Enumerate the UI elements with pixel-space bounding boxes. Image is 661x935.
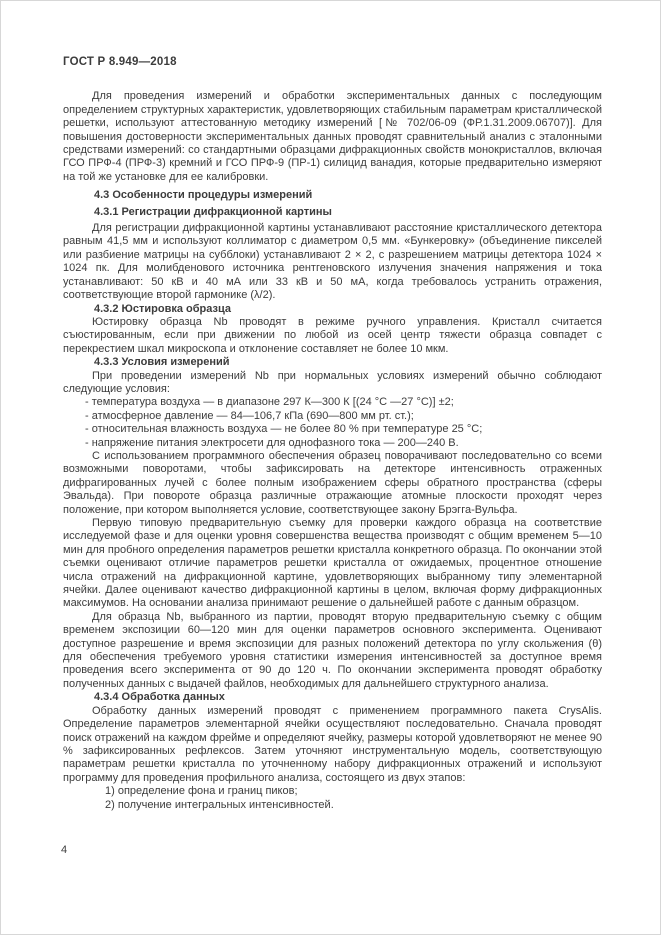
list-item-pressure: - атмосферное давление — 84—106,7 кПа (690—800 мм рт. ст.); — [85, 409, 414, 422]
paragraph-data-processing: Обработку данных измерений проводят с применением программного пакета CrysAlis. Определение параметров элементарной ячейки осуществляют последовательно. Сначала проводят поиск отражений на каждом фрейме и определяют ячейку, размеры которой удовлетворяют не менее 90 % зафиксированных рефлексов. Затем уточняют инструментальную модель, соответствующую параметрам решетки кристалла по уточненному набору дифракционных отражений и используют программу для проведения профильного анализа, состоящего из двух этапов: — [63, 704, 602, 784]
page-number: 4 — [61, 844, 68, 856]
section-heading-4-3: 4.3 Особенности процедуры измерений — [94, 189, 313, 202]
paragraph-software-rotation: С использованием программного обеспечения образец поворачивают последовательно со всеми возможными поворотами, чтобы зафиксировать на детекторе интенсивность отраженных дифрагированных лучей с более полным изображением сферы обратного пространства (сферы Эвальда). При повороте образца различные отражающие атомные плоскости проходят через положение, при котором выполняется условие, соответствующее закону Брэгга-Вульфа. — [63, 449, 602, 516]
paragraph-first-survey: Первую типовую предварительную съемку для проверки каждого образца на соответствие исследуемой фазе и для оценки уровня совершенства вещества производят с общим временем 5—10 мин для пробного определения параметров решетки кристалла конкретного образца. По окончании этой съемки оценивают отличие параметров решетки кристалла от ожидаемых, процентное отношение числа отражений на дифракционной картине, удовлетворяющих выбранному типу элементарной ячейки. Далее оценивают качество дифракционной картины в целом, включая форму дифракционных максимумов. На основании анализа принимают решение о дальнейшей работе с данным образцом. — [63, 517, 602, 610]
paragraph-intro: Для проведения измерений и обработки экспериментальных данных с последующим определением структурных характеристик, удовлетворяющих стабильным параметрам кристаллической решетки, используют аттестованную методику измерений [№ 702/06-09 (ФР.1.31.2009.06707)]. Для повышения достоверности экспериментальных данных проводят сравнительный анализ с эталонными средствами измерений: со стандартными образцами дифракционных свойств монокристаллов, включая ГСО ПРФ-4 (ПРФ-3) кремний и ГСО ПРФ-9 (ПР-1) силицид ванадия, которые предварительно измеряют на той же установке для ее калибровки. — [63, 90, 602, 183]
paragraph-conditions-intro: При проведении измерений Nb при нормальных условиях измерений обычно соблюдают следующие условия: — [63, 369, 602, 395]
paragraph-second-survey: Для образца Nb, выбранного из партии, проводят вторую предварительную съемку с общим временем экспозиции 60—120 мин для оценки параметров основного эксперимента. Оценивают доступное разрешение и время экспозиции для разных положений детектора по углу скольжения (θ) для обеспечения требуемого уровня статистики измерения интенсивностей за доступное время проведения всего эксперимента от 90 до 120 ч. По окончании эксперимента проводят обработку полученных данных с выдачей файлов, необходимых для дальнейшего структурного анализа. — [63, 610, 602, 690]
list-item-humidity: - относительная влажность воздуха — не более 80 % при температуре 25 °С; — [85, 423, 483, 436]
section-heading-4-3-1: 4.3.1 Регистрации дифракционной картины — [94, 205, 332, 218]
numbered-item-2: 2) получение интегральных интенсивностей. — [105, 798, 334, 811]
section-heading-4-3-2: 4.3.2 Юстировка образца — [94, 302, 231, 315]
section-heading-4-3-4: 4.3.4 Обработка данных — [94, 691, 225, 704]
list-item-voltage: - напряжение питания электросети для однофазного тока — 200—240 В. — [85, 436, 459, 449]
numbered-item-1: 1) определение фона и границ пиков; — [105, 785, 298, 798]
paragraph-registration: Для регистрации дифракционной картины устанавливают расстояние кристаллического детектора равным 41,5 мм и используют коллиматор с диаметром 0,5 мм. «Бункеровку» (объединение пикселей или разбиение матрицы на субблоки) устанавливают 2 × 2, с разрешением матрицы детектора 1024 × 1024 пк. Для молибденового источника рентгеновского излучения значения напряжения и тока устанавливают: 50 кВ и 40 мА или 33 кВ и 50 мА, когда требовалось устранить отражения, соответствующие второй гармонике (λ/2). — [63, 222, 602, 302]
paragraph-adjustment: Юстировку образца Nb проводят в режиме ручного управления. Кристалл считается съюстированным, если при движении по любой из осей центр тяжести образца совпадет с перекрестием шкал микроскопа и отклонение составляет не более 10 мкм. — [63, 315, 602, 355]
section-heading-4-3-3: 4.3.3 Условия измерений — [94, 356, 230, 369]
document-body — [63, 90, 602, 812]
document-number: ГОСТ Р 8.949—2018 — [63, 56, 177, 68]
list-item-temperature: - температура воздуха — в диапазоне 297 К—300 К [(24 °С —27 °С)] ±2; — [85, 396, 454, 409]
